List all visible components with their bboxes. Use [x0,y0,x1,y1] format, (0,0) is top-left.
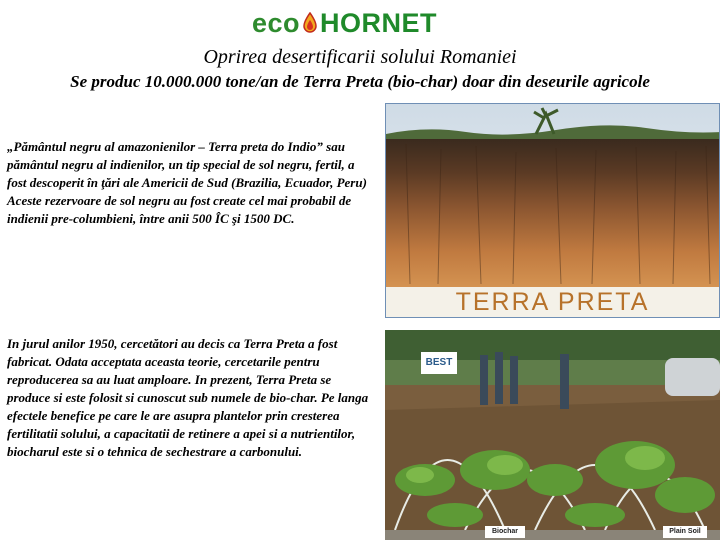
page-title: Oprirea desertificarii solului Romaniei [203,46,517,68]
terra-preta-label: TERRA PRETA [386,287,719,317]
terra-preta-history-paragraph: „Pământul negru al amazonienilor – Terra preta do Indio” sau pământul negru al indienilor, un tip special de sol negru, fertil, a fost descoperit în ţări ale Americii de Sud (Brazilia, Ecuador, Peru) Aceste rezervoare de sol negru au fost create cel mai probabil de indienii pre-columbieni, între anii 500 ÎC şi 1500 DC. [7,139,367,226]
biochar-plot-label: Biochar [485,526,525,538]
best-sign: BEST [421,352,457,374]
logo-eco-text: eco [252,7,301,38]
logo-hornet-text: HORNET [320,7,438,38]
terra-preta-soil-photo [385,103,720,318]
flame-drop-icon [302,12,318,34]
ecohornet-logo [252,6,437,40]
biochar-research-paragraph: In jurul anilor 1950, cercetători au decis ca Terra Preta a fost fabricat. Odata acceptata aceasta teorie, cercetarile pentru reproducerea sa au luat amploare. In prezent, Terra Preta se produce si este folosit si cunoscut sub numele de bio-char. Pe langa efectele benefice pe care le are asupra plantelor prin cresterea fertilitatii solului, a capacitatii de retinere a apei si a nutrientilor, biocharul este si o tehnica de sechestrare a carbonului. [7,336,369,459]
plain-soil-plot-label: Plain Soil [663,526,707,538]
soil-profile-illustration [386,104,720,289]
biochar-field-trial-photo [385,330,720,540]
page-subtitle: Se produc 10.000.000 tone/an de Terra Preta (bio-char) doar din deseurile agricole [70,72,650,91]
